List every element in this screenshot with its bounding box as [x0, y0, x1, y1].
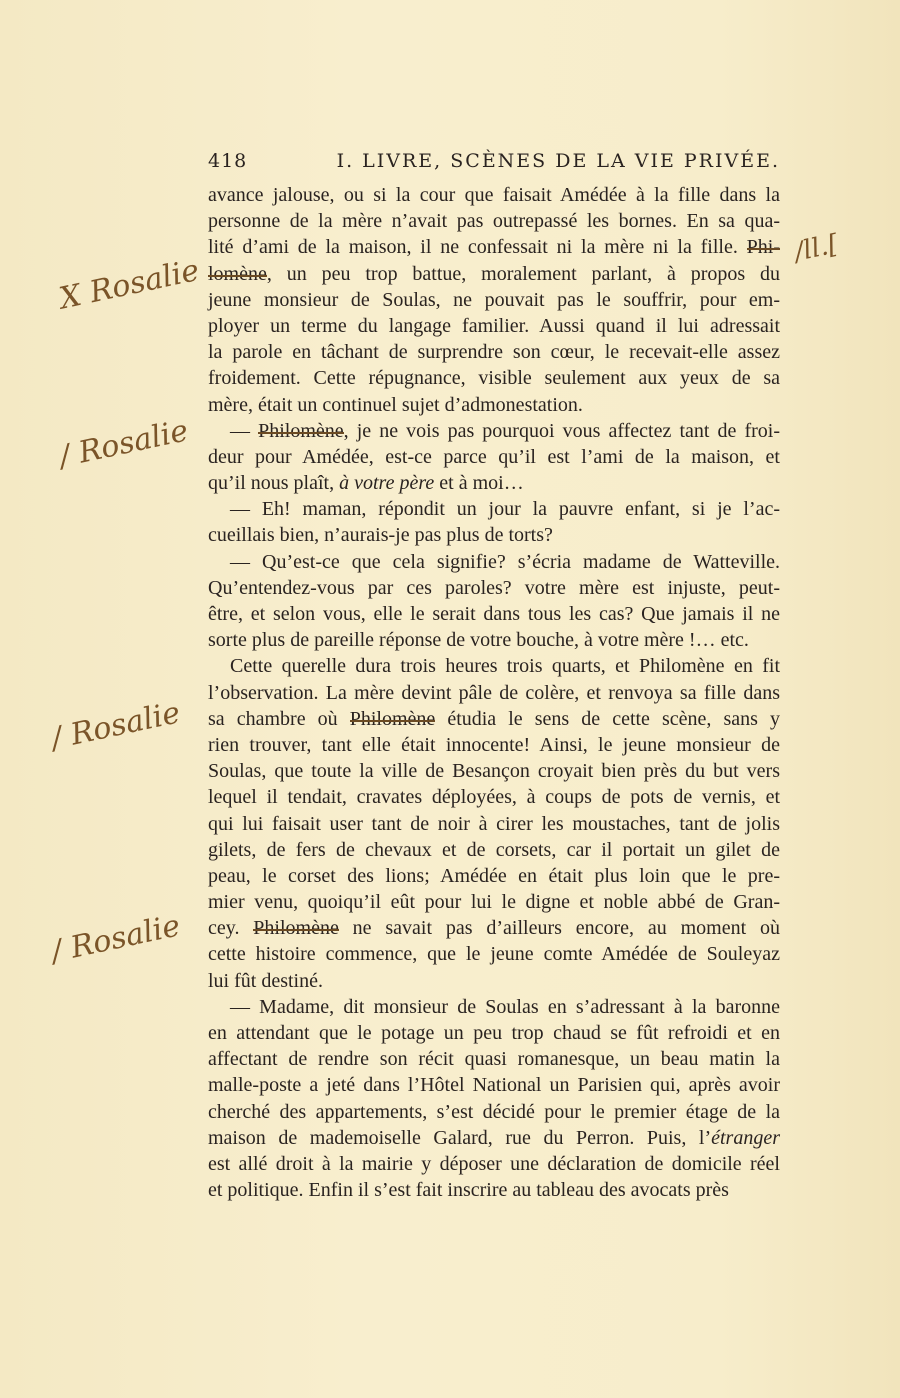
running-header — [208, 150, 780, 172]
page-number: 418 — [208, 150, 248, 172]
text-line: — Qu’est-ce que cela signifie? s’écria madame de Watteville. — [230, 550, 780, 573]
margin-note-rosalie-1: X Rosalie — [56, 252, 203, 317]
text-line: — Eh! maman, répondit un jour la pauvre enfant, si je l’ac- — [230, 498, 780, 521]
margin-note-rosalie-4: / Rosalie — [48, 908, 184, 970]
text-line: jeune monsieur de Soulas, ne pouvait pas le souffrir, pour em- — [208, 288, 780, 311]
text-line: personne de la mère n’avait pas outrepassé les bornes. En sa qua- — [208, 210, 780, 233]
text-line: cette histoire commence, que le jeune comte Amédée de Souleyaz — [208, 943, 780, 966]
margin-note-rosalie-2: / Rosalie — [56, 413, 192, 475]
text-line: malle-poste a jeté dans l’Hôtel National un Parisien qui, après avoir — [208, 1074, 780, 1097]
text-line: cey. Philomène ne savait pas d’ailleurs encore, au moment où — [208, 917, 780, 940]
text-line: avance jalouse, ou si la cour que faisait Amédée à la fille dans la — [208, 184, 780, 206]
text-line: cherché des appartements, s’est décidé pour le premier étage de la — [208, 1100, 780, 1123]
text-line: cueillais bien, n’aurais-je pas plus de torts? — [208, 524, 553, 547]
text-line: et politique. Enfin il s’est fait inscrire au tableau des avocats près — [208, 1179, 729, 1202]
text-line: qui lui faisait user tant de noir à cirer les moustaches, tant de jolis — [208, 812, 780, 835]
text-line: lui fût destiné. — [208, 969, 323, 992]
text-line: l’observation. La mère devint pâle de colère, et renvoya sa fille dans — [208, 681, 780, 704]
text-line: gilets, de fers de chevaux et de corsets, car il portait un gilet de — [208, 838, 780, 861]
text-line: sorte plus de pareille réponse de votre bouche, à votre mère !… etc. — [208, 629, 749, 652]
running-title: I. LIVRE, SCÈNES DE LA VIE PRIVÉE. — [336, 150, 780, 172]
text-line: mier venu, quoiqu’il eût pour lui le digne et noble abbé de Gran- — [208, 891, 780, 914]
text-line: deur pour Amédée, est-ce parce qu’il est l’ami de la maison, et — [208, 445, 780, 468]
text-line: affectant de rendre son récit quasi romanesque, un beau matin la — [208, 1048, 780, 1071]
text-line: être, et selon vous, elle le serait dans tous les cas? Que jamais il ne — [208, 603, 780, 625]
text-line: en attendant que le potage un peu trop chaud se fût refroidi et en — [208, 1022, 780, 1044]
text-line: lequel il tendait, cravates déployées, à coups de pots de vernis, et — [208, 786, 780, 809]
text-line: froidement. Cette répugnance, visible seulement aux yeux de sa — [208, 367, 780, 390]
text-line: — Philomène, je ne vois pas pourquoi vous affectez tant de froi- — [230, 419, 780, 442]
text-line: — Madame, dit monsieur de Soulas en s’adressant à la baronne — [230, 995, 780, 1018]
margin-note-rosalie-3: / Rosalie — [48, 695, 184, 757]
text-line: la parole en tâchant de surprendre son cœur, le recevait-elle assez — [208, 341, 780, 364]
text-line: Qu’entendez-vous par ces paroles? votre mère est injuste, peut- — [208, 576, 780, 599]
text-line: est allé droit à la mairie y déposer une déclaration de domicile réel — [208, 1152, 780, 1175]
text-line: Soulas, que toute la ville de Besançon croyait bien près du but vers — [208, 760, 780, 783]
text-line: maison de mademoiselle Galard, rue du Perron. Puis, l’étranger — [208, 1126, 780, 1149]
text-line: rien trouver, tant elle était innocente! Ainsi, le jeune monsieur de — [208, 733, 780, 756]
text-line: lité d’ami de la maison, il ne confessait ni la mère ni la fille. Phi- — [208, 236, 780, 259]
text-line: Cette querelle dura trois heures trois quarts, et Philomène en fit — [230, 655, 780, 678]
text-line: mère, était un continuel sujet d’admonestation. — [208, 393, 583, 416]
text-line: peau, le corset des lions; Amédée en était plus loin que le pre- — [208, 864, 780, 887]
text-line: lomène, un peu trop battue, moralement parlant, à propos du — [208, 262, 780, 285]
text-line: sa chambre où Philomène étudia le sens de cette scène, sans y — [208, 707, 780, 730]
margin-note-right: /ll.[ — [791, 229, 841, 268]
text-line: qu’il nous plaît, à votre père et à moi… — [208, 472, 524, 495]
text-line: ployer un terme du langage familier. Aussi quand il lui adressait — [208, 314, 780, 337]
body-text — [208, 182, 780, 1203]
